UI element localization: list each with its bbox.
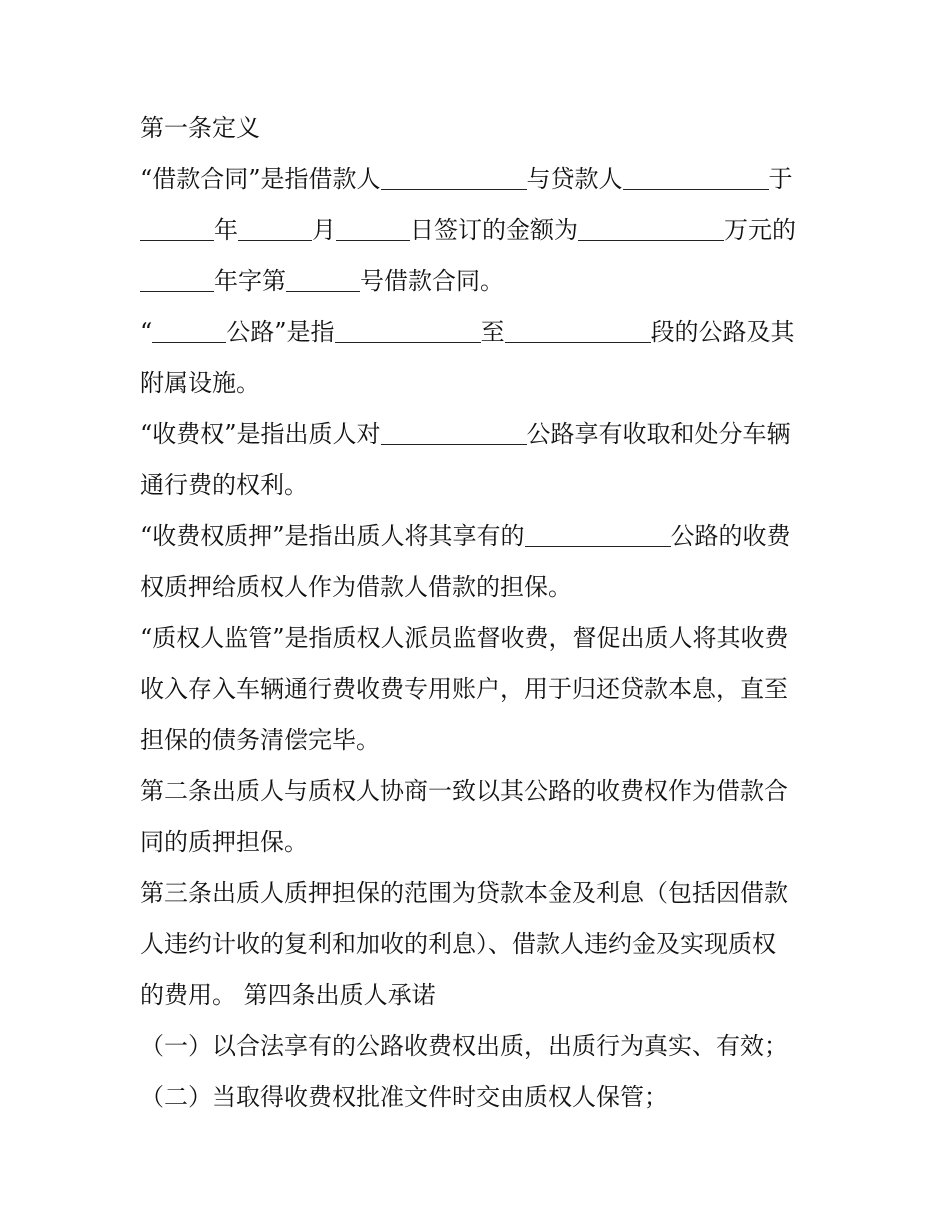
toll-highway-blank xyxy=(381,424,527,445)
article-2-line-1 xyxy=(140,766,820,817)
definition-toll-pledge-line-2 xyxy=(140,562,820,613)
amount-blank xyxy=(578,220,724,241)
text-segment: “收费权”是指出质人对 xyxy=(140,420,381,448)
text-segment: “收费权质押”是指出质人将其享有的 xyxy=(140,522,525,550)
text-segment: 人违约计收的复利和加收的利息）、借款人违约金及实现质权 xyxy=(140,930,776,958)
contract-number-blank xyxy=(286,271,360,292)
text-segment: 年 xyxy=(214,216,238,244)
text-segment: 第一条定义 xyxy=(140,114,260,142)
text-segment: 段的公路及其 xyxy=(650,318,795,346)
text-segment: 万元的 xyxy=(724,216,796,244)
definition-highway-line-2 xyxy=(140,358,820,409)
article-3-4-line xyxy=(140,970,820,1021)
definition-toll-right-line-1 xyxy=(140,409,820,460)
article-3-line-1 xyxy=(140,868,820,919)
article-1-heading xyxy=(140,103,820,154)
pledge-highway-blank xyxy=(525,526,671,547)
borrower-blank xyxy=(381,169,527,190)
contract-year-blank xyxy=(140,271,214,292)
text-segment: （二）当取得收费权批准文件时交由质权人保管； xyxy=(140,1083,668,1111)
text-segment: 公路”是指 xyxy=(226,318,335,346)
text-segment: 收入存入车辆通行费收费专用账户，用于归还贷款本息，直至 xyxy=(140,675,788,703)
text-segment: 至 xyxy=(480,318,505,346)
definition-loan-contract-line-3 xyxy=(140,256,820,307)
text-segment: “ xyxy=(140,318,153,346)
definition-toll-right-line-2 xyxy=(140,460,820,511)
text-segment: 同的质押担保。 xyxy=(140,828,308,856)
article-3-line-2 xyxy=(140,919,820,970)
text-segment: 附属设施。 xyxy=(140,369,260,397)
commitment-item-2 xyxy=(140,1072,820,1123)
text-segment: 的费用。 第四条出质人承诺 xyxy=(140,981,436,1009)
text-segment: 日签订的金额为 xyxy=(410,216,578,244)
text-segment: 第二条出质人与质权人协商一致以其公路的收费权作为借款合 xyxy=(140,777,788,805)
month-blank xyxy=(238,220,312,241)
text-segment: 通行费的权利。 xyxy=(140,471,308,499)
article-2-line-2 xyxy=(140,817,820,868)
text-segment: 月 xyxy=(312,216,336,244)
definition-toll-pledge-line-1 xyxy=(140,511,820,562)
highway-name-blank xyxy=(152,322,226,343)
commitment-item-1 xyxy=(140,1021,820,1072)
highway-end-blank xyxy=(505,322,651,343)
text-segment: “质权人监管”是指质权人派员监督收费，督促出质人将其收费 xyxy=(140,624,789,652)
text-segment: 公路的收费 xyxy=(670,522,791,550)
text-segment: 权质押给质权人作为借款人借款的担保。 xyxy=(140,573,572,601)
text-segment: （一）以合法享有的公路收费权出质，出质行为真实、有效； xyxy=(140,1032,788,1060)
definition-supervision-line-3 xyxy=(140,715,820,766)
text-segment: “借款合同”是指借款人 xyxy=(140,165,381,193)
year-blank xyxy=(140,220,214,241)
text-segment: 与贷款人 xyxy=(526,165,623,193)
definition-loan-contract-line-2 xyxy=(140,205,820,256)
text-segment: 年字第 xyxy=(214,267,286,295)
text-segment: 第三条出质人质押担保的范围为贷款本金及利息（包括因借款 xyxy=(140,879,788,907)
text-segment: 于 xyxy=(768,165,793,193)
lender-blank xyxy=(623,169,769,190)
definition-highway-line-1 xyxy=(140,307,820,358)
definition-loan-contract-line-1 xyxy=(140,154,820,205)
text-segment: 公路享有收取和处分车辆 xyxy=(526,420,791,448)
definition-supervision-line-2 xyxy=(140,664,820,715)
definition-supervision-line-1 xyxy=(140,613,820,664)
text-segment: 担保的债务清偿完毕。 xyxy=(140,726,380,754)
day-blank xyxy=(336,220,410,241)
highway-start-blank xyxy=(335,322,481,343)
document-body xyxy=(140,103,820,1123)
text-segment: 号借款合同。 xyxy=(360,267,504,295)
